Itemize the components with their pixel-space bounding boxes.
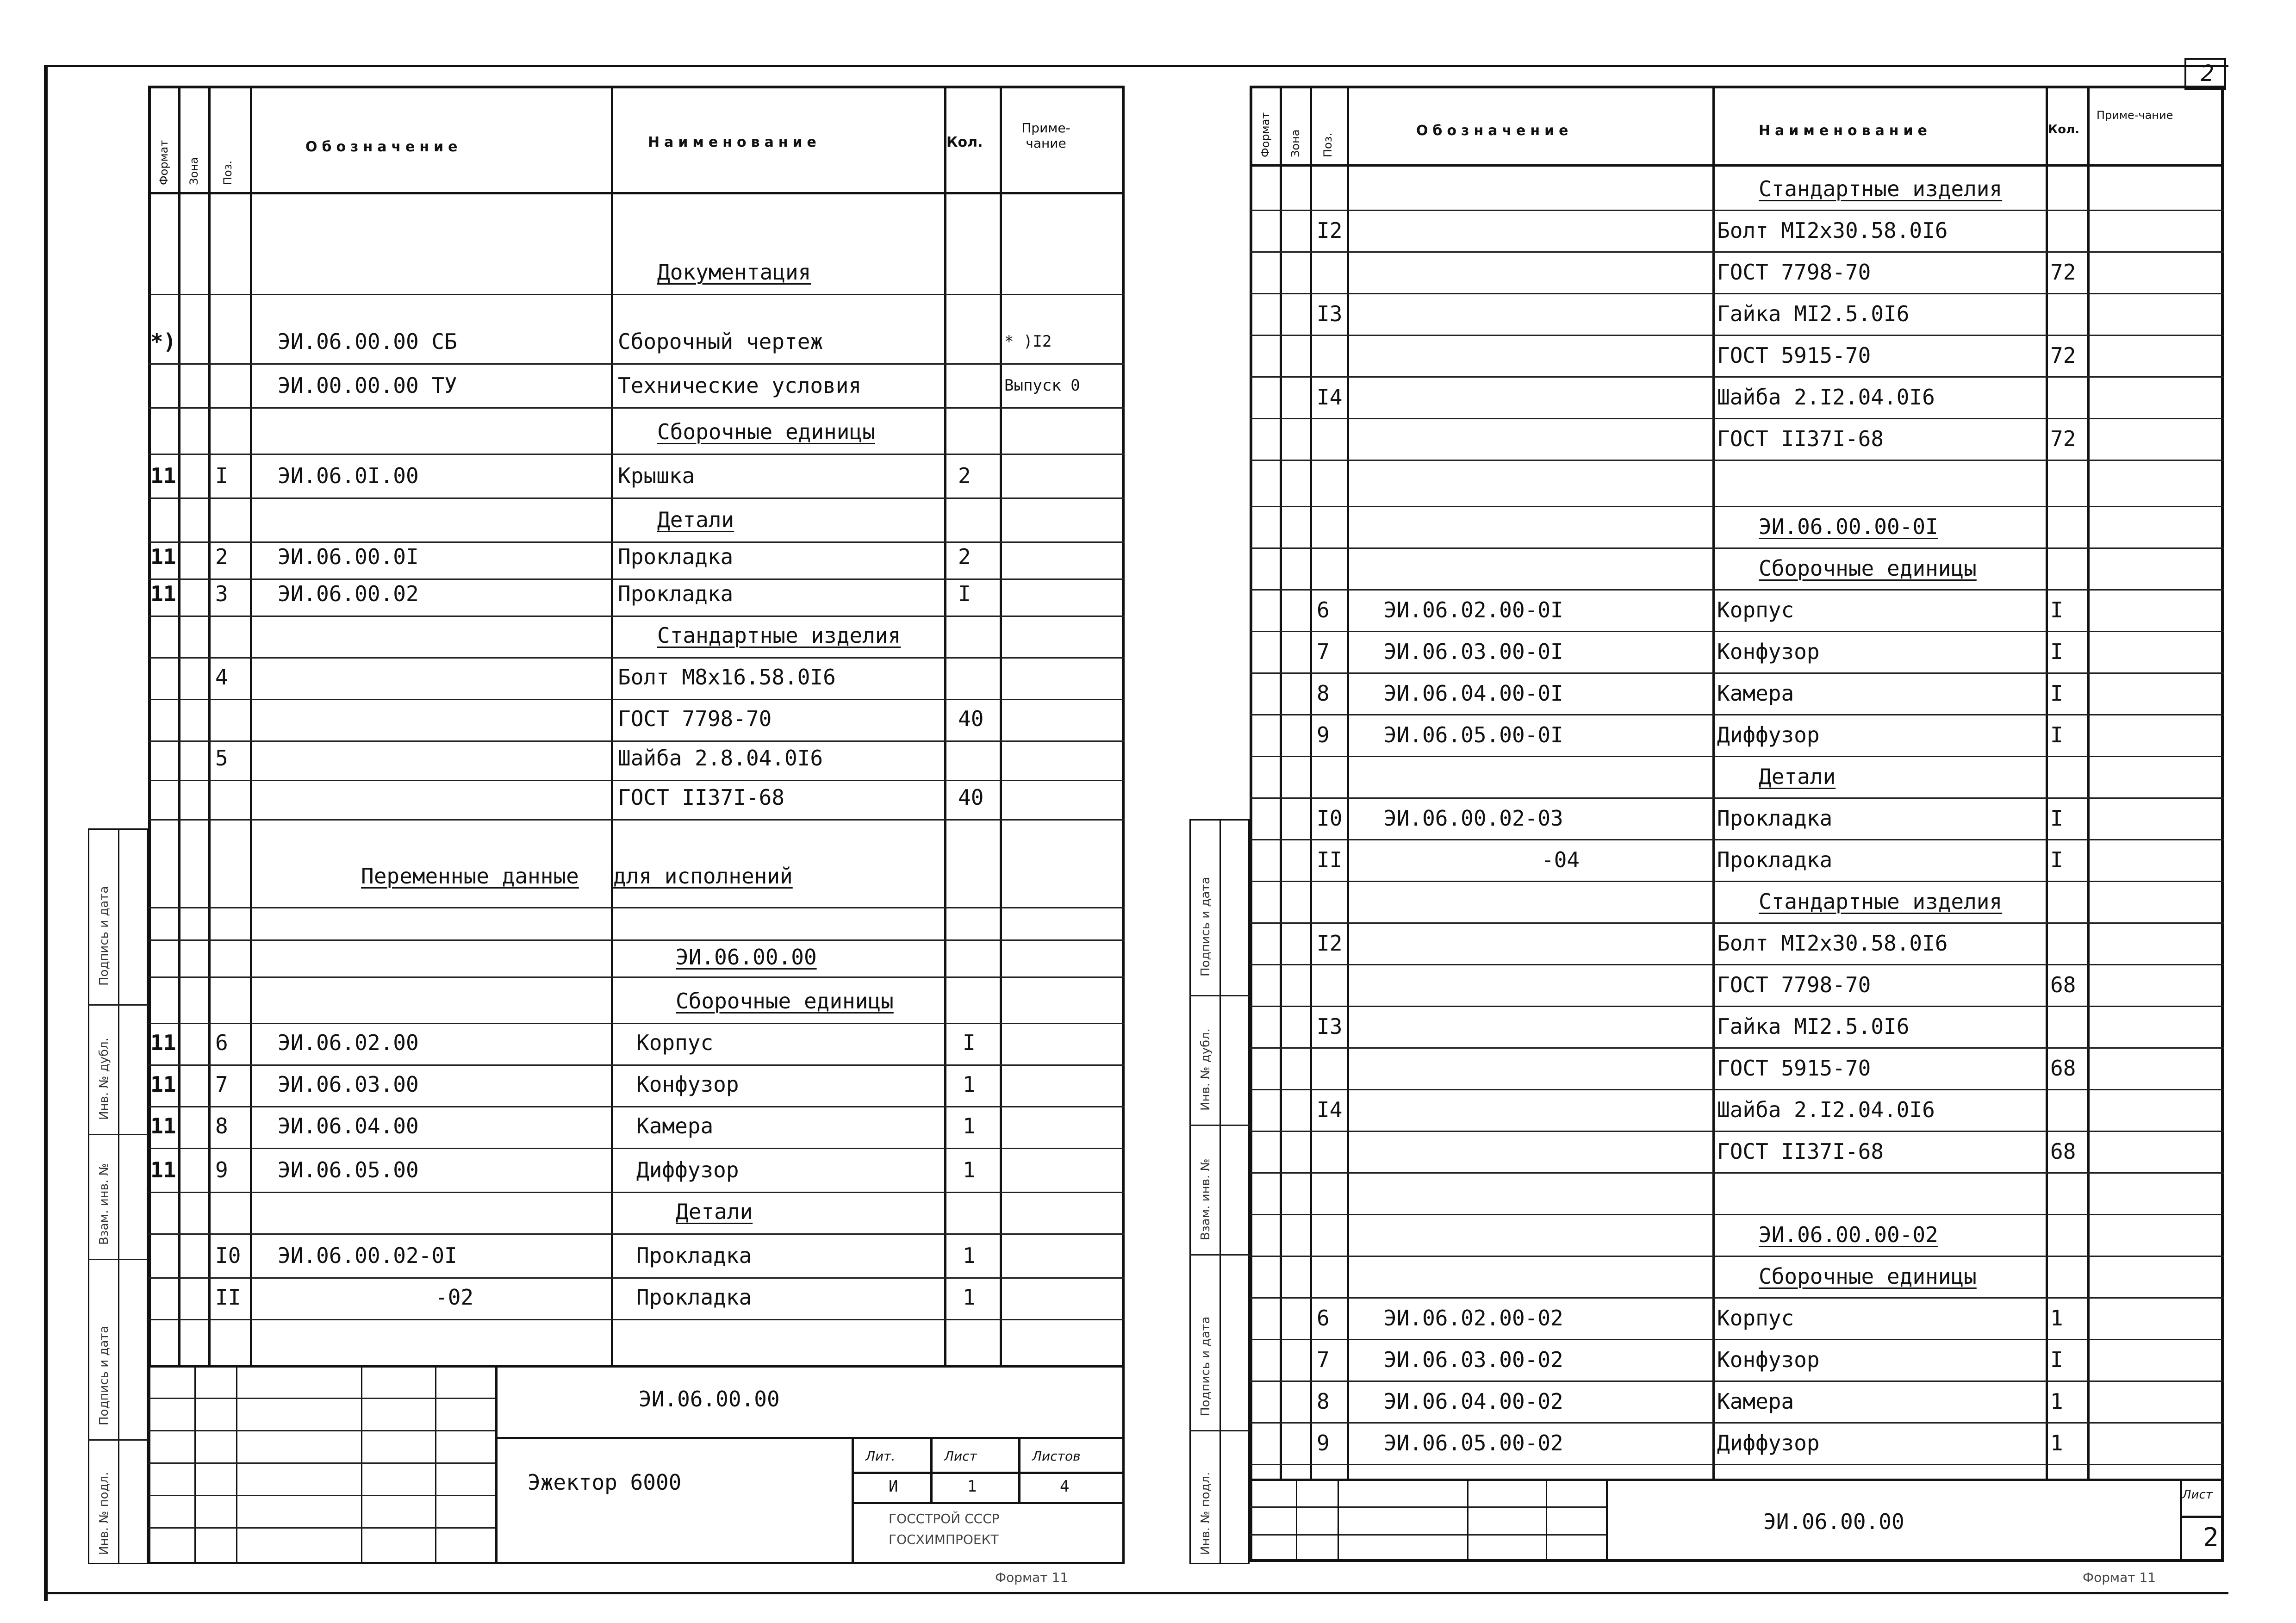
row-pos: 5 [215, 746, 228, 771]
row-qty: 2 [958, 463, 971, 488]
row-name: Болт М8х16.58.0I6 [618, 665, 836, 690]
right-header-designation: Обозначение [1416, 123, 1573, 139]
sig-grid-line [148, 1462, 495, 1464]
row-line [1250, 839, 2224, 840]
row-qty: 1 [2050, 1306, 2063, 1331]
section-heading: Сборочные единицы [1759, 556, 1977, 581]
left-title-org-1: ГОССТРОЙ СССР [889, 1511, 1000, 1526]
row-name: Шайба 2.8.04.0I6 [618, 746, 823, 771]
row-pos: 8 [1317, 681, 1330, 706]
row-qty: 72 [2050, 343, 2076, 368]
right-col-line [1712, 86, 1715, 1479]
left-col-line [944, 86, 946, 1368]
row-qty: I [963, 1030, 976, 1055]
left-header-divider [148, 192, 1125, 194]
section-heading: Стандартные изделия [657, 623, 901, 648]
row-line [148, 616, 1125, 617]
left-title-sheet-label: Лист [944, 1449, 977, 1464]
row-qty: I [2050, 806, 2063, 831]
row-name: Болт МI2х30.58.0I6 [1717, 931, 1948, 956]
row-name: Камера [1717, 681, 1794, 706]
page-bottom-line [44, 1592, 2228, 1594]
left-header-name: Наименование [648, 134, 821, 150]
right-sig-grid [1296, 1479, 1297, 1562]
row-designation: ЭИ.00.00.00 ТУ [278, 373, 457, 398]
right-title-line [1606, 1479, 1608, 1562]
row-note: * )I2 [1004, 332, 1052, 351]
row-designation: ЭИ.06.0I.00 [278, 463, 419, 488]
row-name: Диффузор [1717, 1430, 1820, 1455]
row-name: Диффузор [636, 1157, 739, 1182]
row-line [148, 1023, 1125, 1024]
row-qty: 1 [2050, 1430, 2063, 1455]
row-qty: 72 [2050, 426, 2076, 451]
row-qty: 1 [963, 1157, 976, 1182]
row-designation: -04 [1541, 847, 1580, 872]
left-title-lit-value: И [889, 1477, 898, 1496]
row-line [148, 819, 1125, 821]
sig-grid-line [148, 1495, 495, 1496]
right-sig-grid [1467, 1479, 1468, 1562]
row-line [1250, 1256, 2224, 1257]
left-title-sheet-value: 1 [967, 1477, 977, 1496]
row-name: Конфузор [636, 1072, 739, 1097]
row-line [148, 497, 1125, 499]
right-format-label: Формат 11 [2083, 1570, 2156, 1585]
row-name: Болт МI2х30.58.0I6 [1717, 218, 1948, 243]
left-variable-label-a: Переменные данные [361, 864, 579, 889]
row-name: ГОСТ 5915-70 [1717, 1056, 1871, 1081]
row-name: Гайка МI2.5.0I6 [1717, 301, 1910, 326]
section-heading: Детали [1759, 764, 1836, 789]
right-col-line [2046, 86, 2048, 1479]
section-heading: Стандартные изделия [1759, 889, 2003, 914]
section-heading: Стандартные изделия [1759, 176, 2003, 201]
row-designation: ЭИ.06.02.00 [278, 1030, 419, 1055]
row-line [1250, 1380, 2224, 1382]
right-side-strip-line [1220, 819, 1221, 1564]
row-name: ГОСТ 7798-70 [1717, 972, 1871, 997]
row-pos: I3 [1317, 1014, 1343, 1039]
row-line [1250, 797, 2224, 799]
right-side-label-orig-inv: Инв. № подл. [1199, 1472, 1213, 1555]
row-qty: 68 [2050, 972, 2076, 997]
row-name: Технические условия [618, 373, 862, 398]
row-line [148, 780, 1125, 781]
row-pos: I0 [1317, 806, 1343, 831]
left-header-qty: Кол. [946, 134, 983, 150]
row-qty: I [2050, 597, 2063, 622]
row-line [1250, 293, 2224, 294]
row-name: Прокладка [618, 544, 734, 569]
row-name: Прокладка [636, 1243, 752, 1268]
side-label-sign-date: Подпись и дата [97, 886, 111, 986]
row-pos: II [1317, 847, 1343, 872]
row-name: ГОСТ 5915-70 [1717, 343, 1871, 368]
left-header-designation: Обозначение [305, 139, 462, 155]
section-heading: Документация [657, 260, 811, 285]
row-line [148, 1064, 1125, 1066]
row-designation: -02 [435, 1285, 474, 1310]
row-name: ГОСТ II37I-68 [618, 785, 785, 810]
section-heading: Сборочные единицы [676, 989, 894, 1014]
row-line [1250, 631, 2224, 632]
row-qty: 40 [958, 706, 984, 731]
side-strip-line [88, 1134, 148, 1135]
left-title-org-2: ГОСХИМПРОЕКТ [889, 1532, 999, 1547]
left-col-line [178, 86, 180, 1368]
left-title-designation: ЭИ.06.00.00 [639, 1387, 780, 1412]
right-side-strip-line [1189, 995, 1250, 996]
side-label-sign-date-2: Подпись и дата [97, 1325, 111, 1425]
left-variable-label-b: для исполнений [613, 864, 793, 889]
left-title-sheets-label: Листов [1032, 1449, 1081, 1464]
right-side-label-sign-date-2: Подпись и дата [1199, 1316, 1213, 1416]
row-designation: ЭИ.06.00.00 СБ [278, 329, 457, 354]
right-sig-grid [1338, 1479, 1339, 1562]
left-col-line [250, 86, 252, 1368]
right-side-strip-line [1189, 1430, 1250, 1431]
right-title-sheet-label: Лист [2182, 1488, 2213, 1502]
left-header-pos: Поз. [221, 160, 234, 185]
row-designation: ЭИ.06.05.00-0I [1384, 722, 1563, 747]
row-line [148, 1277, 1125, 1279]
row-line [1250, 1089, 2224, 1090]
row-qty: 72 [2050, 260, 2076, 285]
row-format: 11 [150, 463, 176, 488]
row-name: Прокладка [1717, 806, 1833, 831]
row-qty: I [2050, 681, 2063, 706]
side-strip-line [88, 1439, 148, 1441]
row-qty: I [958, 581, 971, 606]
row-line [148, 976, 1125, 978]
row-designation: ЭИ.06.04.00-02 [1384, 1389, 1563, 1414]
row-line [148, 740, 1125, 742]
row-name: Конфузор [1717, 1347, 1820, 1372]
row-pos: 4 [215, 665, 228, 690]
row-pos: 6 [1317, 1306, 1330, 1331]
right-side-label-replace-inv: Взам. инв. № [1199, 1158, 1213, 1240]
row-name: Прокладка [618, 581, 734, 606]
row-name: Корпус [636, 1030, 714, 1055]
row-designation: ЭИ.06.02.00-0I [1384, 597, 1563, 622]
row-line [1250, 210, 2224, 211]
row-pos: 3 [215, 581, 228, 606]
row-format: 11 [150, 1030, 176, 1055]
row-pos: 8 [1317, 1389, 1330, 1414]
section-heading: Сборочные единицы [1759, 1264, 1977, 1289]
left-variant-title: ЭИ.06.00.00 [676, 945, 817, 970]
row-qty: 40 [958, 785, 984, 810]
row-line [1250, 460, 2224, 461]
section-heading: Сборочные единицы [657, 419, 875, 444]
side-strip-line [88, 1004, 148, 1006]
row-line [1250, 251, 2224, 253]
side-strip-line [88, 1259, 148, 1260]
row-line [148, 657, 1125, 659]
right-title-sheet-value: 2 [2203, 1523, 2219, 1553]
row-format: 11 [150, 1113, 176, 1138]
row-pos: 9 [1317, 1430, 1330, 1455]
row-name: Шайба 2.I2.04.0I6 [1717, 385, 1935, 410]
row-qty: 1 [963, 1243, 976, 1268]
right-col-line [1310, 86, 1312, 1479]
left-header-format: Формат [157, 140, 170, 185]
left-col-line [1000, 86, 1002, 1368]
row-line [148, 578, 1125, 580]
right-title-top [1250, 1479, 2224, 1481]
row-pos: I4 [1317, 1097, 1343, 1122]
row-line [148, 363, 1125, 365]
row-name: Корпус [1717, 1306, 1794, 1331]
row-pos: I3 [1317, 301, 1343, 326]
right-sig-grid [1250, 1534, 1606, 1536]
side-label-orig-inv: Инв. № подл. [97, 1472, 111, 1555]
row-line [148, 1319, 1125, 1320]
row-designation: ЭИ.06.04.00-0I [1384, 681, 1563, 706]
row-line [148, 1192, 1125, 1193]
row-line [1250, 1422, 2224, 1424]
page-left-line [44, 65, 48, 1601]
right-side-label-sign-date: Подпись и дата [1199, 877, 1213, 976]
row-name: ГОСТ 7798-70 [618, 706, 772, 731]
left-header-note: Приме-чание [1021, 120, 1070, 151]
row-format: 11 [150, 1072, 176, 1097]
right-sig-grid [1250, 1506, 1606, 1508]
row-line [148, 1233, 1125, 1235]
row-qty: 1 [963, 1113, 976, 1138]
row-format: 11 [150, 544, 176, 569]
left-col-line [208, 86, 211, 1368]
side-label-dup-inv: Инв. № дубл. [97, 1038, 111, 1120]
section-heading: Детали [676, 1199, 753, 1224]
row-name: ГОСТ II37I-68 [1717, 1139, 1884, 1164]
right-header-name: Наименование [1759, 123, 1932, 139]
row-line [1250, 506, 2224, 507]
row-line [1250, 335, 2224, 336]
row-qty: I [2050, 847, 2063, 872]
right-header-format: Формат [1259, 112, 1272, 157]
right-header-qty: Кол. [2048, 123, 2080, 137]
row-name: Камера [636, 1113, 714, 1138]
right-header-divider [1250, 164, 2224, 167]
row-line [148, 907, 1125, 908]
row-qty: 1 [963, 1285, 976, 1310]
row-name: Камера [1717, 1389, 1794, 1414]
side-strip-line [118, 828, 119, 1564]
right-header-zone: Зона [1289, 129, 1302, 157]
left-title-lit-label: Лит. [865, 1449, 896, 1464]
row-line [148, 454, 1125, 455]
row-line [1250, 1214, 2224, 1215]
row-pos: 7 [1317, 1347, 1330, 1372]
row-pos: I0 [215, 1243, 241, 1268]
section-heading: Детали [657, 507, 734, 532]
row-line [1250, 1131, 2224, 1132]
row-line [1250, 964, 2224, 965]
row-name: ГОСТ II37I-68 [1717, 426, 1884, 451]
row-line [148, 939, 1125, 941]
sig-grid-line [148, 1430, 495, 1431]
row-pos: 7 [1317, 639, 1330, 664]
row-line [148, 294, 1125, 295]
row-designation: ЭИ.06.00.0I [278, 544, 419, 569]
left-title-sheets-value: 4 [1060, 1477, 1070, 1496]
right-side-strip-line [1189, 1125, 1250, 1126]
left-format-label: Формат 11 [995, 1570, 1069, 1585]
row-qty: I [2050, 722, 2063, 747]
row-name: Крышка [618, 463, 695, 488]
section-heading: ЭИ.06.00.00-0I [1759, 514, 1938, 539]
row-line [1250, 1339, 2224, 1340]
row-name: Сборочный чертеж [618, 329, 823, 354]
row-line [1250, 672, 2224, 674]
row-designation: ЭИ.06.00.02-03 [1384, 806, 1563, 831]
row-pos: II [215, 1285, 241, 1310]
right-title-line [2180, 1516, 2224, 1518]
row-line [1250, 1464, 2224, 1465]
page-top-line [44, 65, 2228, 67]
row-designation: ЭИ.06.00.02 [278, 581, 419, 606]
left-header-zone: Зона [187, 157, 200, 185]
row-format: *) [150, 329, 176, 354]
row-format: 11 [150, 581, 176, 606]
row-line [1250, 418, 2224, 419]
row-line [1250, 589, 2224, 591]
right-side-label-dup-inv: Инв. № дубл. [1199, 1028, 1213, 1111]
row-line [148, 1148, 1125, 1149]
row-pos: I4 [1317, 385, 1343, 410]
row-designation: ЭИ.06.05.00-02 [1384, 1430, 1563, 1455]
sig-grid-line [148, 1527, 495, 1529]
row-name: Прокладка [636, 1285, 752, 1310]
row-name: Прокладка [1717, 847, 1833, 872]
right-col-line [1280, 86, 1282, 1479]
row-pos: I2 [1317, 218, 1343, 243]
row-line [1250, 756, 2224, 757]
row-pos: 9 [1317, 722, 1330, 747]
row-name: Корпус [1717, 597, 1794, 622]
row-designation: ЭИ.06.03.00 [278, 1072, 419, 1097]
right-header-note: Приме-чание [2097, 109, 2173, 122]
row-line [148, 699, 1125, 700]
row-line [148, 541, 1125, 543]
row-pos: I2 [1317, 931, 1343, 956]
row-pos: 7 [215, 1072, 228, 1097]
right-sig-grid [1546, 1479, 1547, 1562]
row-line [1250, 714, 2224, 715]
row-name: Шайба 2.I2.04.0I6 [1717, 1097, 1935, 1122]
row-line [1250, 547, 2224, 549]
row-qty: I [2050, 639, 2063, 664]
row-line [148, 1106, 1125, 1107]
row-qty: I [2050, 1347, 2063, 1372]
row-qty: 68 [2050, 1139, 2076, 1164]
row-designation: ЭИ.06.03.00-0I [1384, 639, 1563, 664]
sheet-number-corner: 2 [2201, 61, 2214, 87]
row-name: Конфузор [1717, 639, 1820, 664]
left-col-line [611, 86, 613, 1368]
row-designation: ЭИ.06.00.02-0I [278, 1243, 457, 1268]
row-note: Выпуск 0 [1004, 376, 1080, 395]
row-pos: 6 [215, 1030, 228, 1055]
right-title-designation: ЭИ.06.00.00 [1763, 1509, 1904, 1534]
right-side-strip-line [1189, 1254, 1250, 1256]
row-format: 11 [150, 1157, 176, 1182]
row-designation: ЭИ.06.04.00 [278, 1113, 419, 1138]
section-heading: ЭИ.06.00.00-02 [1759, 1222, 1938, 1247]
row-line [1250, 1172, 2224, 1174]
row-line [1250, 922, 2224, 924]
row-pos: I [215, 463, 228, 488]
row-line [1250, 376, 2224, 378]
row-designation: ЭИ.06.02.00-02 [1384, 1306, 1563, 1331]
row-line [148, 407, 1125, 409]
row-line [1250, 1006, 2224, 1007]
row-pos: 2 [215, 544, 228, 569]
row-designation: ЭИ.06.05.00 [278, 1157, 419, 1182]
row-name: Диффузор [1717, 722, 1820, 747]
row-pos: 8 [215, 1113, 228, 1138]
row-qty: 2 [958, 544, 971, 569]
sig-grid-line [148, 1398, 495, 1399]
right-header-pos: Поз. [1321, 132, 1334, 157]
row-qty: 1 [2050, 1389, 2063, 1414]
row-name: ГОСТ 7798-70 [1717, 260, 1871, 285]
right-col-line [2087, 86, 2090, 1479]
row-line [1250, 881, 2224, 882]
left-title-product: Эжектор 6000 [528, 1470, 682, 1495]
row-pos: 9 [215, 1157, 228, 1182]
row-name: Гайка МI2.5.0I6 [1717, 1014, 1910, 1039]
right-col-line [1347, 86, 1349, 1479]
row-qty: 68 [2050, 1056, 2076, 1081]
row-pos: 6 [1317, 597, 1330, 622]
row-qty: 1 [963, 1072, 976, 1097]
side-label-replace-inv: Взам. инв. № [97, 1163, 111, 1245]
row-line [1250, 1297, 2224, 1299]
row-line [1250, 1047, 2224, 1049]
row-designation: ЭИ.06.03.00-02 [1384, 1347, 1563, 1372]
